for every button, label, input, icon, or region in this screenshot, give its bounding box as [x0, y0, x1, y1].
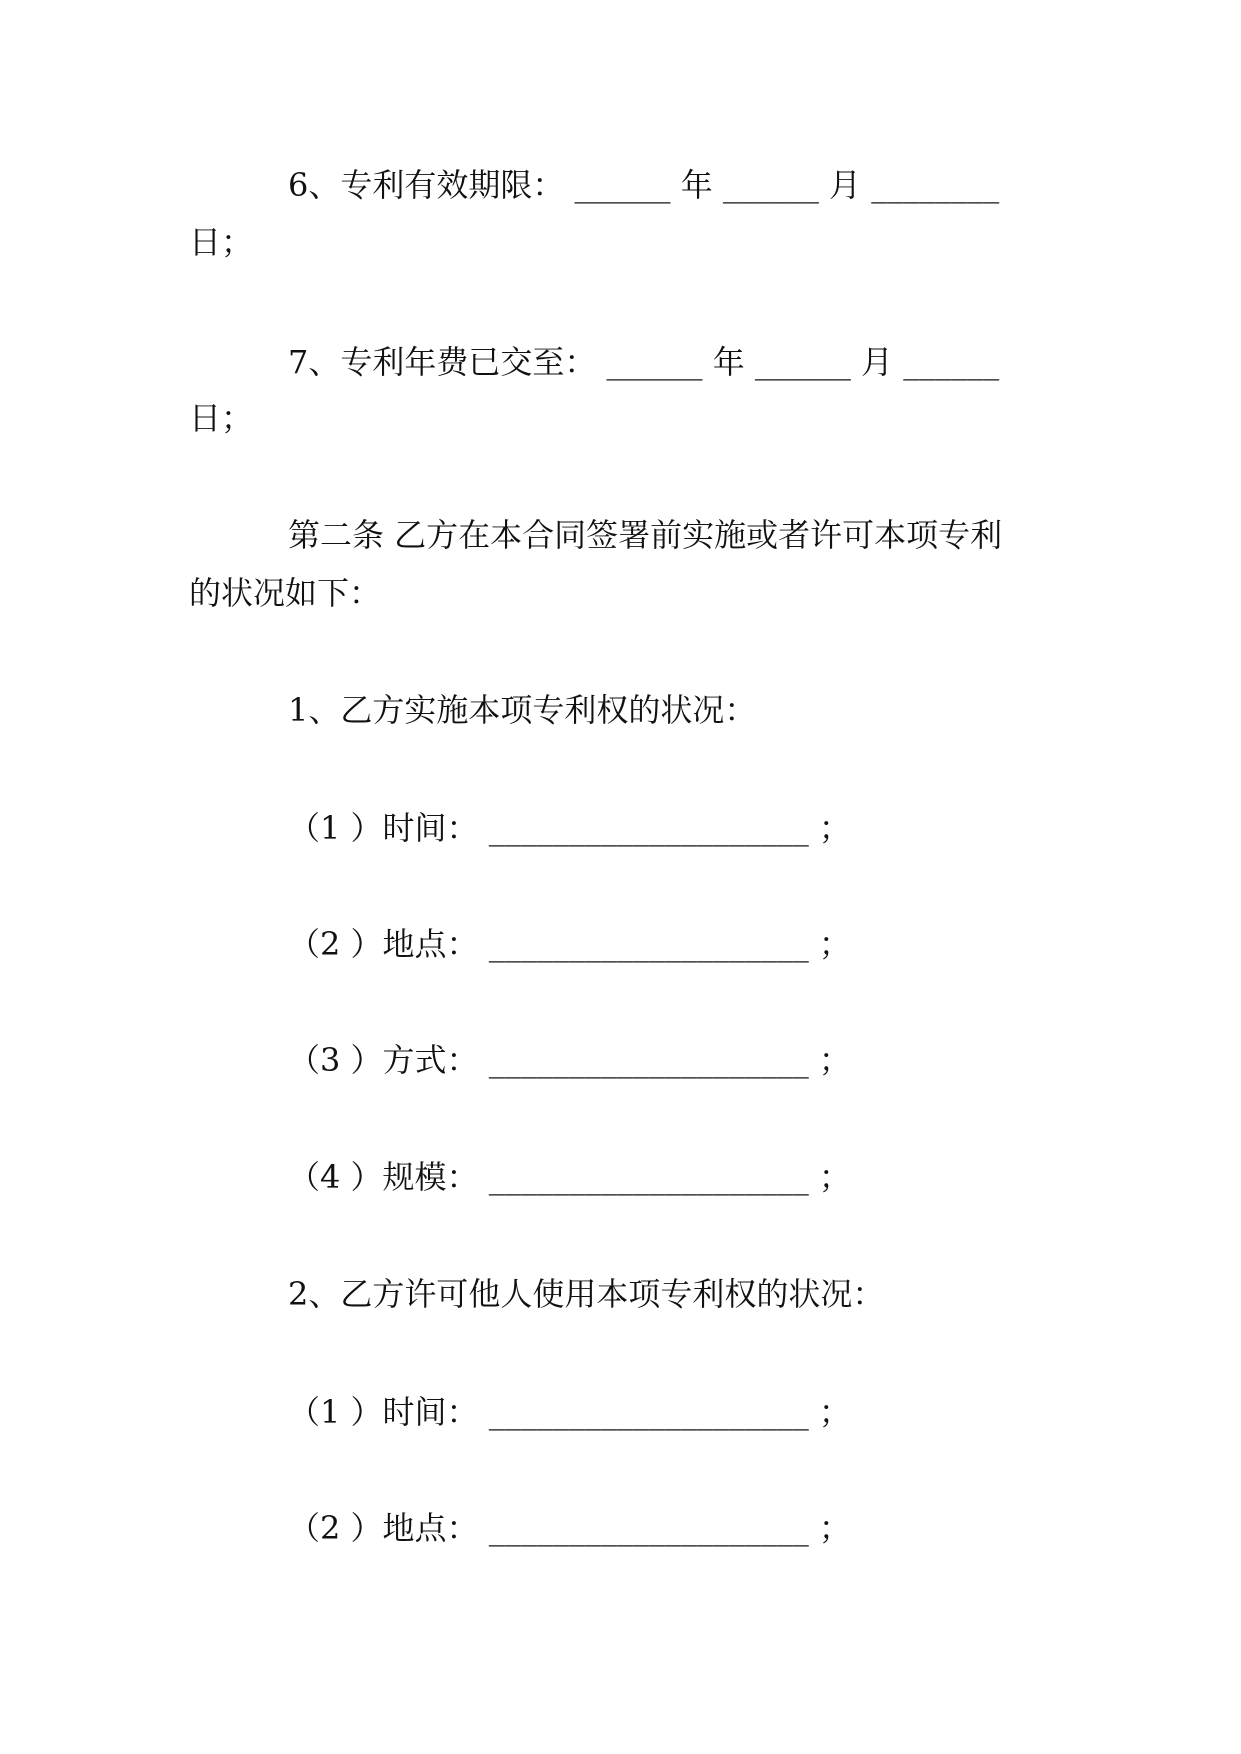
- clause-6-patent-validity: 6、专利有效期限： ______ 年 ______ 月 ________: [288, 166, 1000, 204]
- item-2-location: （2 ）地点： ____________________ ；: [288, 925, 851, 963]
- item-3-method: （3 ）方式： ____________________ ；: [288, 1041, 851, 1079]
- clause-7-annual-fee: 7、专利年费已交至： ______ 年 ______ 月 ______: [288, 343, 1000, 381]
- item-1-time-license: （1 ）时间： ____________________ ；: [288, 1393, 851, 1431]
- section-2-license-status: 2、乙方许可他人使用本项专利权的状况：: [288, 1275, 885, 1313]
- clause-7-continuation: 日；: [189, 399, 254, 437]
- article-2-continuation: 的状况如下：: [189, 574, 382, 612]
- clause-6-continuation: 日；: [189, 223, 254, 261]
- item-4-scale: （4 ）规模： ____________________ ；: [288, 1158, 851, 1196]
- item-2-location-license: （2 ）地点： ____________________ ；: [288, 1509, 851, 1547]
- item-1-time: （1 ）时间： ____________________ ；: [288, 809, 851, 847]
- article-2-heading: 第二条 乙方在本合同签署前实施或者许可本项专利: [288, 516, 1003, 554]
- section-1-implementation-status: 1、乙方实施本项专利权的状况：: [288, 691, 757, 729]
